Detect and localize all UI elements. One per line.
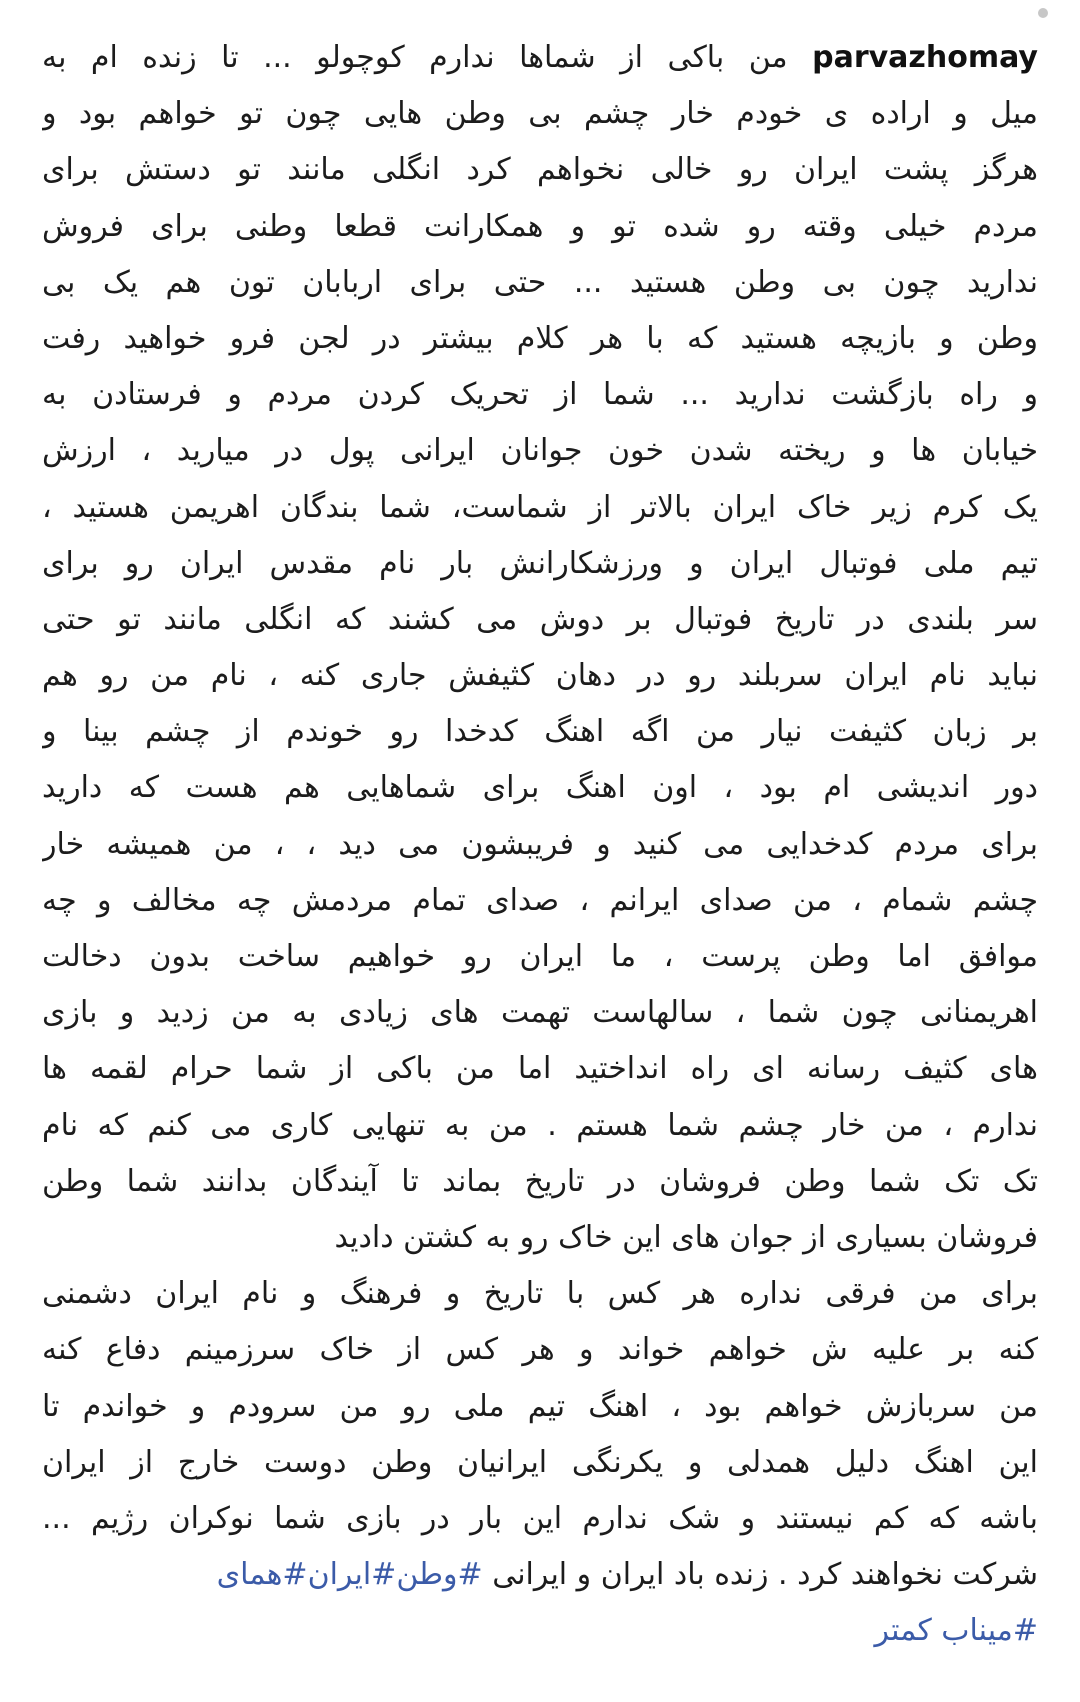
caption-line: ندارم ، من خار چشم شما هستم . من به تنهایی کاری می کنم که نام <box>42 1107 1038 1143</box>
caption-line: فروشان بسیاری از جوان های این خاک رو به کشتن دادید <box>334 1219 1038 1255</box>
caption-line: اهریمنانی چون شما ، سالهاست تهمت های زیادی به من زدید و بازی <box>42 995 1038 1031</box>
caption-line: دور اندیشی ام بود ، اون اهنگ برای شماهایی هم هست که دارید <box>42 770 1038 806</box>
caption-line: هرگز پشت ایران رو خالی نخواهم کرد انگلی مانند تو دستش برای <box>42 152 1038 188</box>
caption-line: برای مردم کدخدایی می کنید و فریبشون می دید ، ، من همیشه خار <box>42 826 1038 862</box>
caption-line: کنه بر علیه ش خواهم خواند و هر کس از خاک سرزمینم دفاع کنه <box>42 1332 1038 1368</box>
hashtag-link[interactable]: #همای <box>216 1557 308 1593</box>
caption-line: این اهنگ دلیل همدلی و یکرنگی ایرانیان وطن دوست خارج از ایران <box>42 1444 1038 1480</box>
post-caption <box>42 30 1038 1659</box>
caption-line: خیابان ها و ریخته شدن خون جوانان ایرانی پول در میارید ، ارزش <box>42 433 1038 469</box>
caption-line: ندارید چون بی وطن هستید ... حتی برای اربابان تون هم یک بی <box>42 264 1038 300</box>
caption-line: های کثیف رسانه ای راه انداختید اما من باکی از شما حرام لقمه ها <box>42 1051 1038 1087</box>
username-link[interactable]: parvazhomay <box>812 40 1038 75</box>
caption-line: میل و اراده ی خودم خار چشم بی وطن هایی چون تو خواهم بود و <box>42 96 1038 132</box>
scroll-indicator <box>1038 8 1048 18</box>
hashtag-link[interactable]: #میناب کمتر <box>874 1613 1038 1649</box>
caption-line: نباید نام ایران سربلند رو در دهان کثیفش جاری کنه ، نام من رو هم <box>42 658 1038 694</box>
hashtag-link[interactable]: #وطن <box>396 1557 483 1593</box>
caption-line: چشم شمام ، من صدای ایرانم ، صدای تمام مردمش چه مخالف و چه <box>42 882 1038 918</box>
caption-line: و راه بازگشت ندارید ... شما از تحریک کردن مردم و فرستادن به <box>42 377 1038 413</box>
caption-line: باشه که کم نیستند و شک ندارم این بار در بازی شما نوکران رژیم ... <box>42 1500 1038 1536</box>
caption-line: تک تک شما وطن فروشان در تاریخ بماند تا آیندگان بدانند شما وطن <box>42 1163 1038 1199</box>
caption-line: بر زبان کثیفت نیار من اگه اهنگ کدخدا رو خوندم از چشم بینا و <box>42 714 1038 750</box>
caption-line: تیم ملی فوتبال ایران و ورزشکارانش بار نام مقدس ایران رو برای <box>42 545 1038 581</box>
hashtag-link[interactable]: #ایران <box>307 1557 397 1593</box>
caption-line: برای من فرقی نداره هر کس با تاریخ و فرهنگ و نام ایران دشمنی <box>42 1276 1038 1312</box>
caption-line: سر بلندی در تاریخ فوتبال بر دوش می کشند که انگلی مانند تو حتی <box>42 601 1038 637</box>
caption-line: من سربازش خواهم بود ، اهنگ تیم ملی رو من سرودم و خواندم تا <box>42 1388 1038 1424</box>
caption-text: شرکت نخواهند کرد . زنده باد ایران و ایرانی <box>492 1557 1038 1593</box>
caption-more-line <box>42 1603 1038 1659</box>
caption-line: یک کرم زیر خاک ایران بالاتر از شماست، شما بندگان اهریمن هستید ، <box>42 489 1038 525</box>
caption-last-line <box>42 1547 1038 1603</box>
caption-line: وطن و بازیچه هستید که با هر کلام بیشتر در لجن فرو خواهید رفت <box>42 320 1038 356</box>
caption-line: موافق اما وطن پرست ، ما ایران رو خواهیم ساخت بدون دخالت <box>42 939 1038 974</box>
caption-text: من باکی از شماها ندارم کوچولو ... تا زنده ام به <box>42 40 788 75</box>
caption-line-1 <box>42 30 1038 86</box>
caption-line: مردم خیلی وقته رو شده تو و همکارانت قطعا وطنی برای فروش <box>42 208 1038 244</box>
